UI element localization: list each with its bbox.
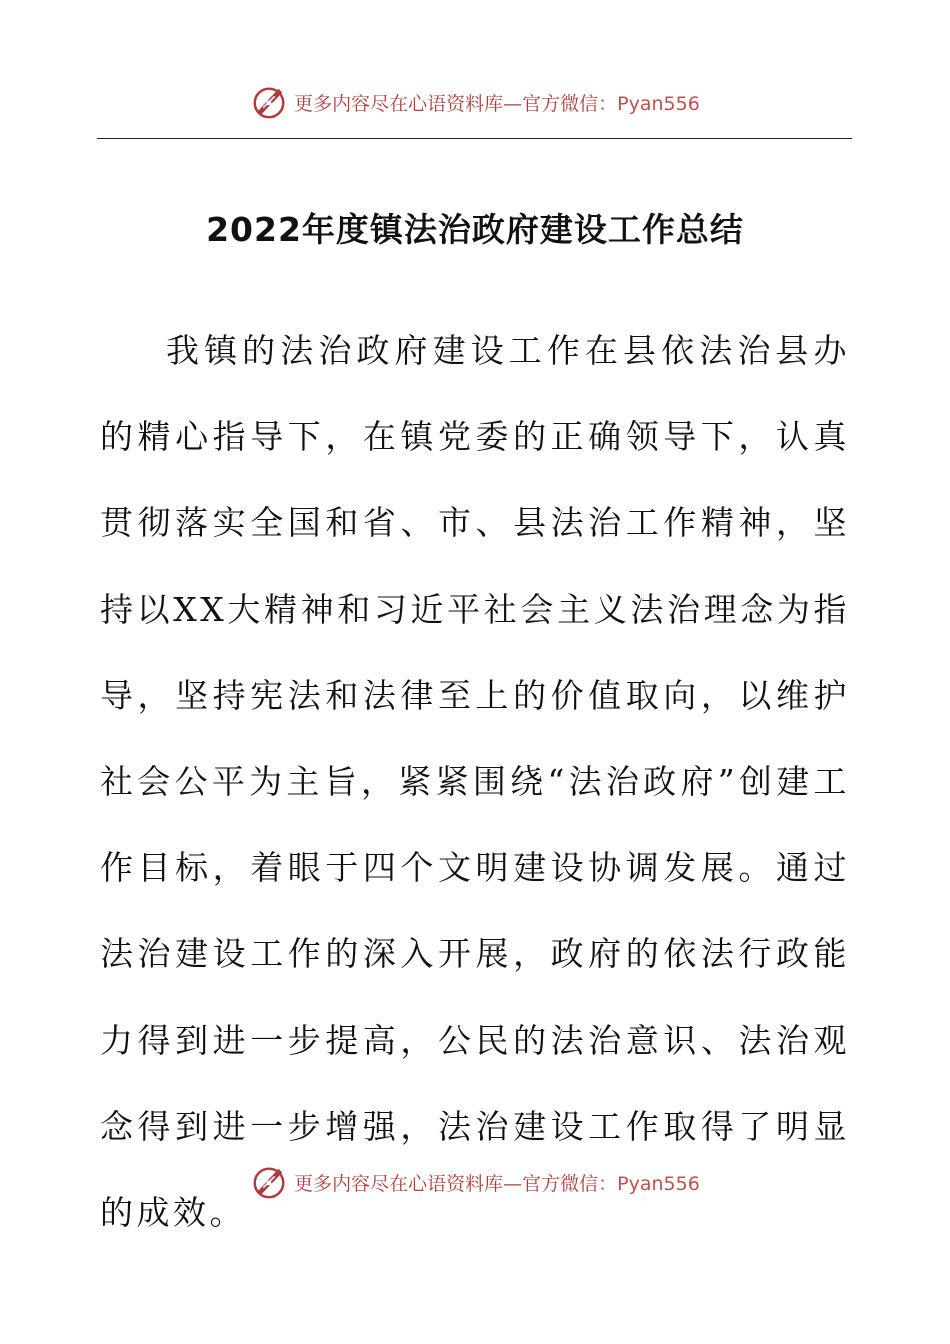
- header-divider: [97, 138, 852, 139]
- footer-banner-main: 更多内容尽在心语资料库—官方微信：: [294, 1172, 618, 1195]
- document-title: 2022年度镇法治政府建设工作总结: [206, 210, 744, 249]
- pen-nib-circle-icon: [250, 1163, 288, 1201]
- header-banner-main: 更多内容尽在心语资料库—官方微信：: [294, 92, 618, 115]
- page-header: [0, 80, 950, 124]
- body-paragraph: 我镇的法治政府建设工作在县依法治县办的精心指导下，在镇党委的正确领导下，认真贯彻落实全国和省、市、县法治工作精神，坚持以XX大精神和习近平社会主义法治理念为指导，坚持宪法和法律至上的价值取向，以维护社会公平为主旨，紧紧围绕“法治政府”创建工作目标，着眼于四个文明建设协调发展。通过法治建设工作的深入开展，政府的依法行政能力得到进一步提高，公民的法治意识、法治观念得到进一步增强，法治建设工作取得了明显的成效。: [100, 331, 850, 1233]
- header-banner-text: [294, 89, 700, 116]
- footer-banner-wechat-id: Pyan556: [617, 1172, 700, 1195]
- pen-nib-circle-icon: [250, 83, 288, 121]
- footer-banner-text: [294, 1169, 700, 1196]
- header-banner: [250, 83, 700, 121]
- footer-banner: [250, 1163, 700, 1201]
- page-footer: [0, 1160, 950, 1204]
- header-banner-wechat-id: Pyan556: [617, 92, 700, 115]
